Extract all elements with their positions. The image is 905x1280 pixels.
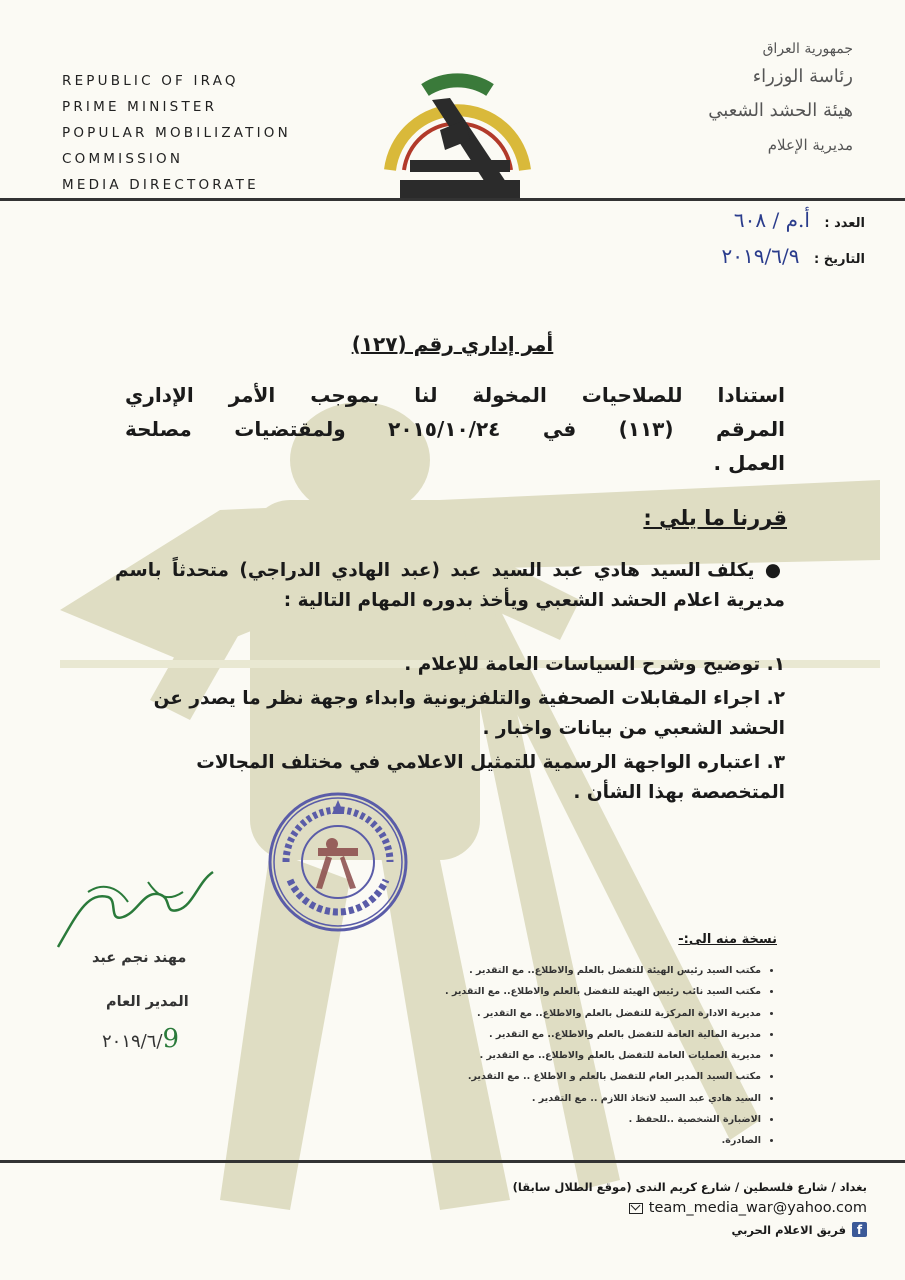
order-title: أمر إداري رقم (١٢٧) (351, 332, 554, 356)
handwritten-signature (48, 852, 218, 952)
header-ar-line: هيئة الحشد الشعبي (708, 100, 853, 121)
footer-facebook-name: فريق الاعلام الحربي (731, 1222, 846, 1237)
copy-item: • مكتب السيد المدير العام للتفضل بالعلم و الاطلاع .. مع التقدير. (241, 1066, 761, 1087)
bullet-text: يكلف السيد هادي عبد السيد عبد (عبد الهادي الدراجي) متحدثاً باسم مديرية اعلام الحشد الشعبي ويأخذ بدوره المهام التالية : (115, 560, 785, 611)
preamble-line: العمل . (713, 451, 785, 475)
footer-divider (0, 1160, 905, 1163)
header-en-line: MEDIA DIRECTORATE (62, 177, 259, 193)
reference-number-label: العدد : (824, 216, 865, 231)
decision-heading: قررنا ما يلي : (643, 506, 787, 530)
task-item: ٣. اعتباره الواجهة الرسمية للتمثيل الاعلامي في مختلف المجالات المتخصصة بهذا الشأن . (196, 752, 785, 803)
header-ar-line: جمهورية العراق (762, 41, 853, 57)
copy-item: • مكتب السيد نائب رئيس الهيئة للتفضل بالعلم والاطلاع.. مع التقدير . (241, 981, 761, 1002)
signature-date-day: 9 (162, 1024, 180, 1054)
header-en-line: PRIME MINISTER (62, 99, 218, 115)
copy-item: • الصادرة. (241, 1130, 761, 1151)
header-arabic-block (708, 38, 853, 162)
bullet-dot-icon: ● (754, 560, 785, 581)
copy-item: • مديرية الادارة المركزية للتفضل بالعلم والاطلاع.. مع التقدير . (241, 1003, 761, 1024)
header-en-line: POPULAR MOBILIZATION (62, 125, 291, 141)
footer-address: بغداد / شارع فلسطين / شارع كريم الندى (موقع الطلال سابقا) (512, 1180, 867, 1194)
signatory-position: المدير العام (106, 994, 189, 1010)
popular-mobilization-logo (370, 60, 545, 210)
reference-date-label: التاريخ : (814, 252, 865, 267)
footer-facebook-row (731, 1222, 867, 1237)
task-item: ٢. اجراء المقابلات الصحفية والتلفزيونية وابداء وجهة نظر ما يصدر عن الحشد الشعبي من بيانات واخبار . (153, 688, 785, 739)
reference-date (722, 244, 865, 268)
copy-item: • مديرية المالية العامة للتفضل بالعلم والاطلاع.. مع التقدير . (241, 1024, 761, 1045)
signatory-name: مهند نجم عبد (92, 950, 187, 966)
reference-number (734, 208, 865, 232)
header-ar-line: مديرية الإعلام (767, 136, 853, 154)
order-preamble (125, 378, 785, 480)
mail-icon (629, 1203, 643, 1214)
footer-email-row (629, 1200, 867, 1216)
copy-item: • الاضبارة الشخصية ..للحفظ . (241, 1109, 761, 1130)
header-ar-line: رئاسة الوزراء (752, 66, 853, 87)
header-english-block (62, 68, 291, 198)
decision-bullet (115, 556, 785, 616)
header-en-line: REPUBLIC OF IRAQ (62, 73, 239, 89)
facebook-icon: f (852, 1222, 867, 1237)
copy-item: • السيد هادي عبد السيد لاتخاذ اللازم .. مع التقدير . (241, 1088, 761, 1109)
preamble-line: استنادا للصلاحيات المخولة لنا بموجب الأمر الإداري (125, 383, 785, 407)
task-item: ١. توضيح وشرح السياسات العامة للإعلام . (404, 654, 785, 675)
preamble-line: المرقم (١١٣) في ٢٠١٥/١٠/٢٤ ولمقتضيات مصلحة (125, 417, 785, 441)
footer-email: team_media_war@yahoo.com (648, 1200, 867, 1216)
tasks-list (115, 650, 785, 812)
copies-list (241, 960, 777, 1152)
header-divider (0, 198, 905, 201)
signature-date-rest: ٢٠١٩/٦/ (102, 1031, 163, 1052)
reference-number-value: أ.م / ٦٠٨ (733, 208, 810, 232)
reference-date-value: ٢٠١٩/٦/٩ (721, 244, 800, 268)
copies-heading: نسخة منه الى:- (678, 932, 777, 947)
signature-date (102, 1024, 179, 1054)
copy-item: • مديرية العمليات العامة للتفضل بالعلم والاطلاع.. مع التقدير . (241, 1045, 761, 1066)
official-stamp (266, 790, 411, 935)
header-en-line: COMMISSION (62, 151, 184, 167)
copy-item: • مكتب السيد رئيس الهيئة للتفضل بالعلم والاطلاع.. مع التقدير . (241, 960, 761, 981)
